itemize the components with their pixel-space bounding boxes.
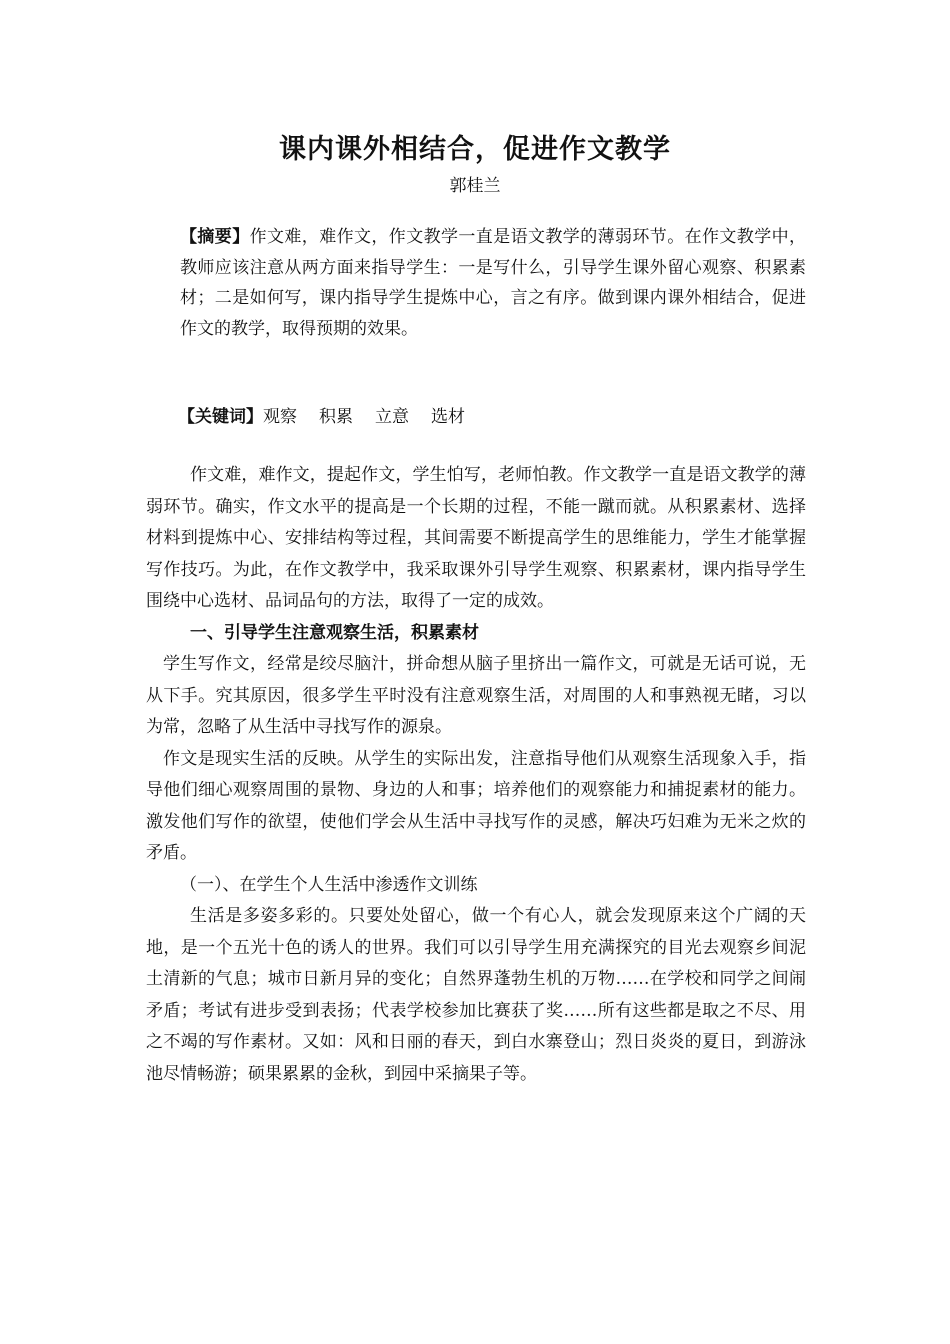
abstract-paragraph [146,222,806,344]
keywords-section [178,404,806,430]
document-author: 郭桂兰 [449,176,501,196]
section-heading-1: 一、引导学生注意观察生活，积累素材 [190,622,479,643]
subsection-heading-1: （一）、在学生个人生活中渗透作文训练 [180,874,478,895]
body-text [146,460,806,1090]
body-paragraph: 生活是多姿多彩的。只要处处留心，做一个有心人，就会发现原来这个广阔的天地，是一个五光十色的诱人的世界。我们可以引导学生用充满探究的目光去观察乡间泥土清新的气息；城市日新月异的变化；自然界蓬勃生机的万物……在学校和同学之间闹矛盾；考试有进步受到表扬；代表学校参加比赛获了奖……所有这些都是取之不尽、用之不竭的写作素材。又如：风和日丽的春天，到白水寨登山；烈日炎炎的夏日，到游泳池尽情畅游；硕果累累的金秋，到园中采摘果子等。 [146,906,806,1084]
body-paragraph: 作文是现实生活的反映。从学生的实际出发，注意指导他们从观察生活现象入手，指导他们细心观察周围的景物、身边的人和事；培养他们的观察能力和捕捉素材的能力。激发他们写作的欲望，使他们学会从生活中寻找写作的灵感，解决巧妇难为无米之炊的矛盾。 [146,748,806,863]
abstract-text: 作文难，难作文，作文教学一直是语文教学的薄弱环节。在作文教学中，教师应该注意从两方面来指导学生：一是写什么，引导学生课外留心观察、积累素材；二是如何写，课内指导学生提炼中心，言之有序。做到课内课外相结合，促进作文的教学，取得预期的效果。 [180,227,807,339]
keyword-item: 观察 [263,407,297,427]
body-paragraph: 学生写作文，经常是绞尽脑汁，拼命想从脑子里挤出一篇作文，可就是无话可说，无从下手。究其原因，很多学生平时没有注意观察生活，对周围的人和事熟视无睹，习以为常，忽略了从生活中寻找写作的源泉。 [146,654,806,737]
keywords-label: 【关键词】 [178,407,263,427]
keyword-item: 立意 [375,407,409,427]
keyword-item: 积累 [319,407,353,427]
keyword-item: 选材 [431,407,465,427]
intro-paragraph: 作文难，难作文，提起作文，学生怕写，老师怕教。作文教学一直是语文教学的薄弱环节。确实，作文水平的提高是一个长期的过程，不能一蹴而就。从积累素材、选择材料到提炼中心、安排结构等过程，其间需要不断提高学生的思维能力，学生才能掌握写作技巧。为此，在作文教学中，我采取课外引导学生观察、积累素材，课内指导学生围绕中心选材、品词品句的方法，取得了一定的成效。 [146,465,806,611]
document-title: 课内课外相结合，促进作文教学 [279,134,671,165]
abstract-section [146,222,806,344]
abstract-label: 【摘要】 [180,227,250,247]
